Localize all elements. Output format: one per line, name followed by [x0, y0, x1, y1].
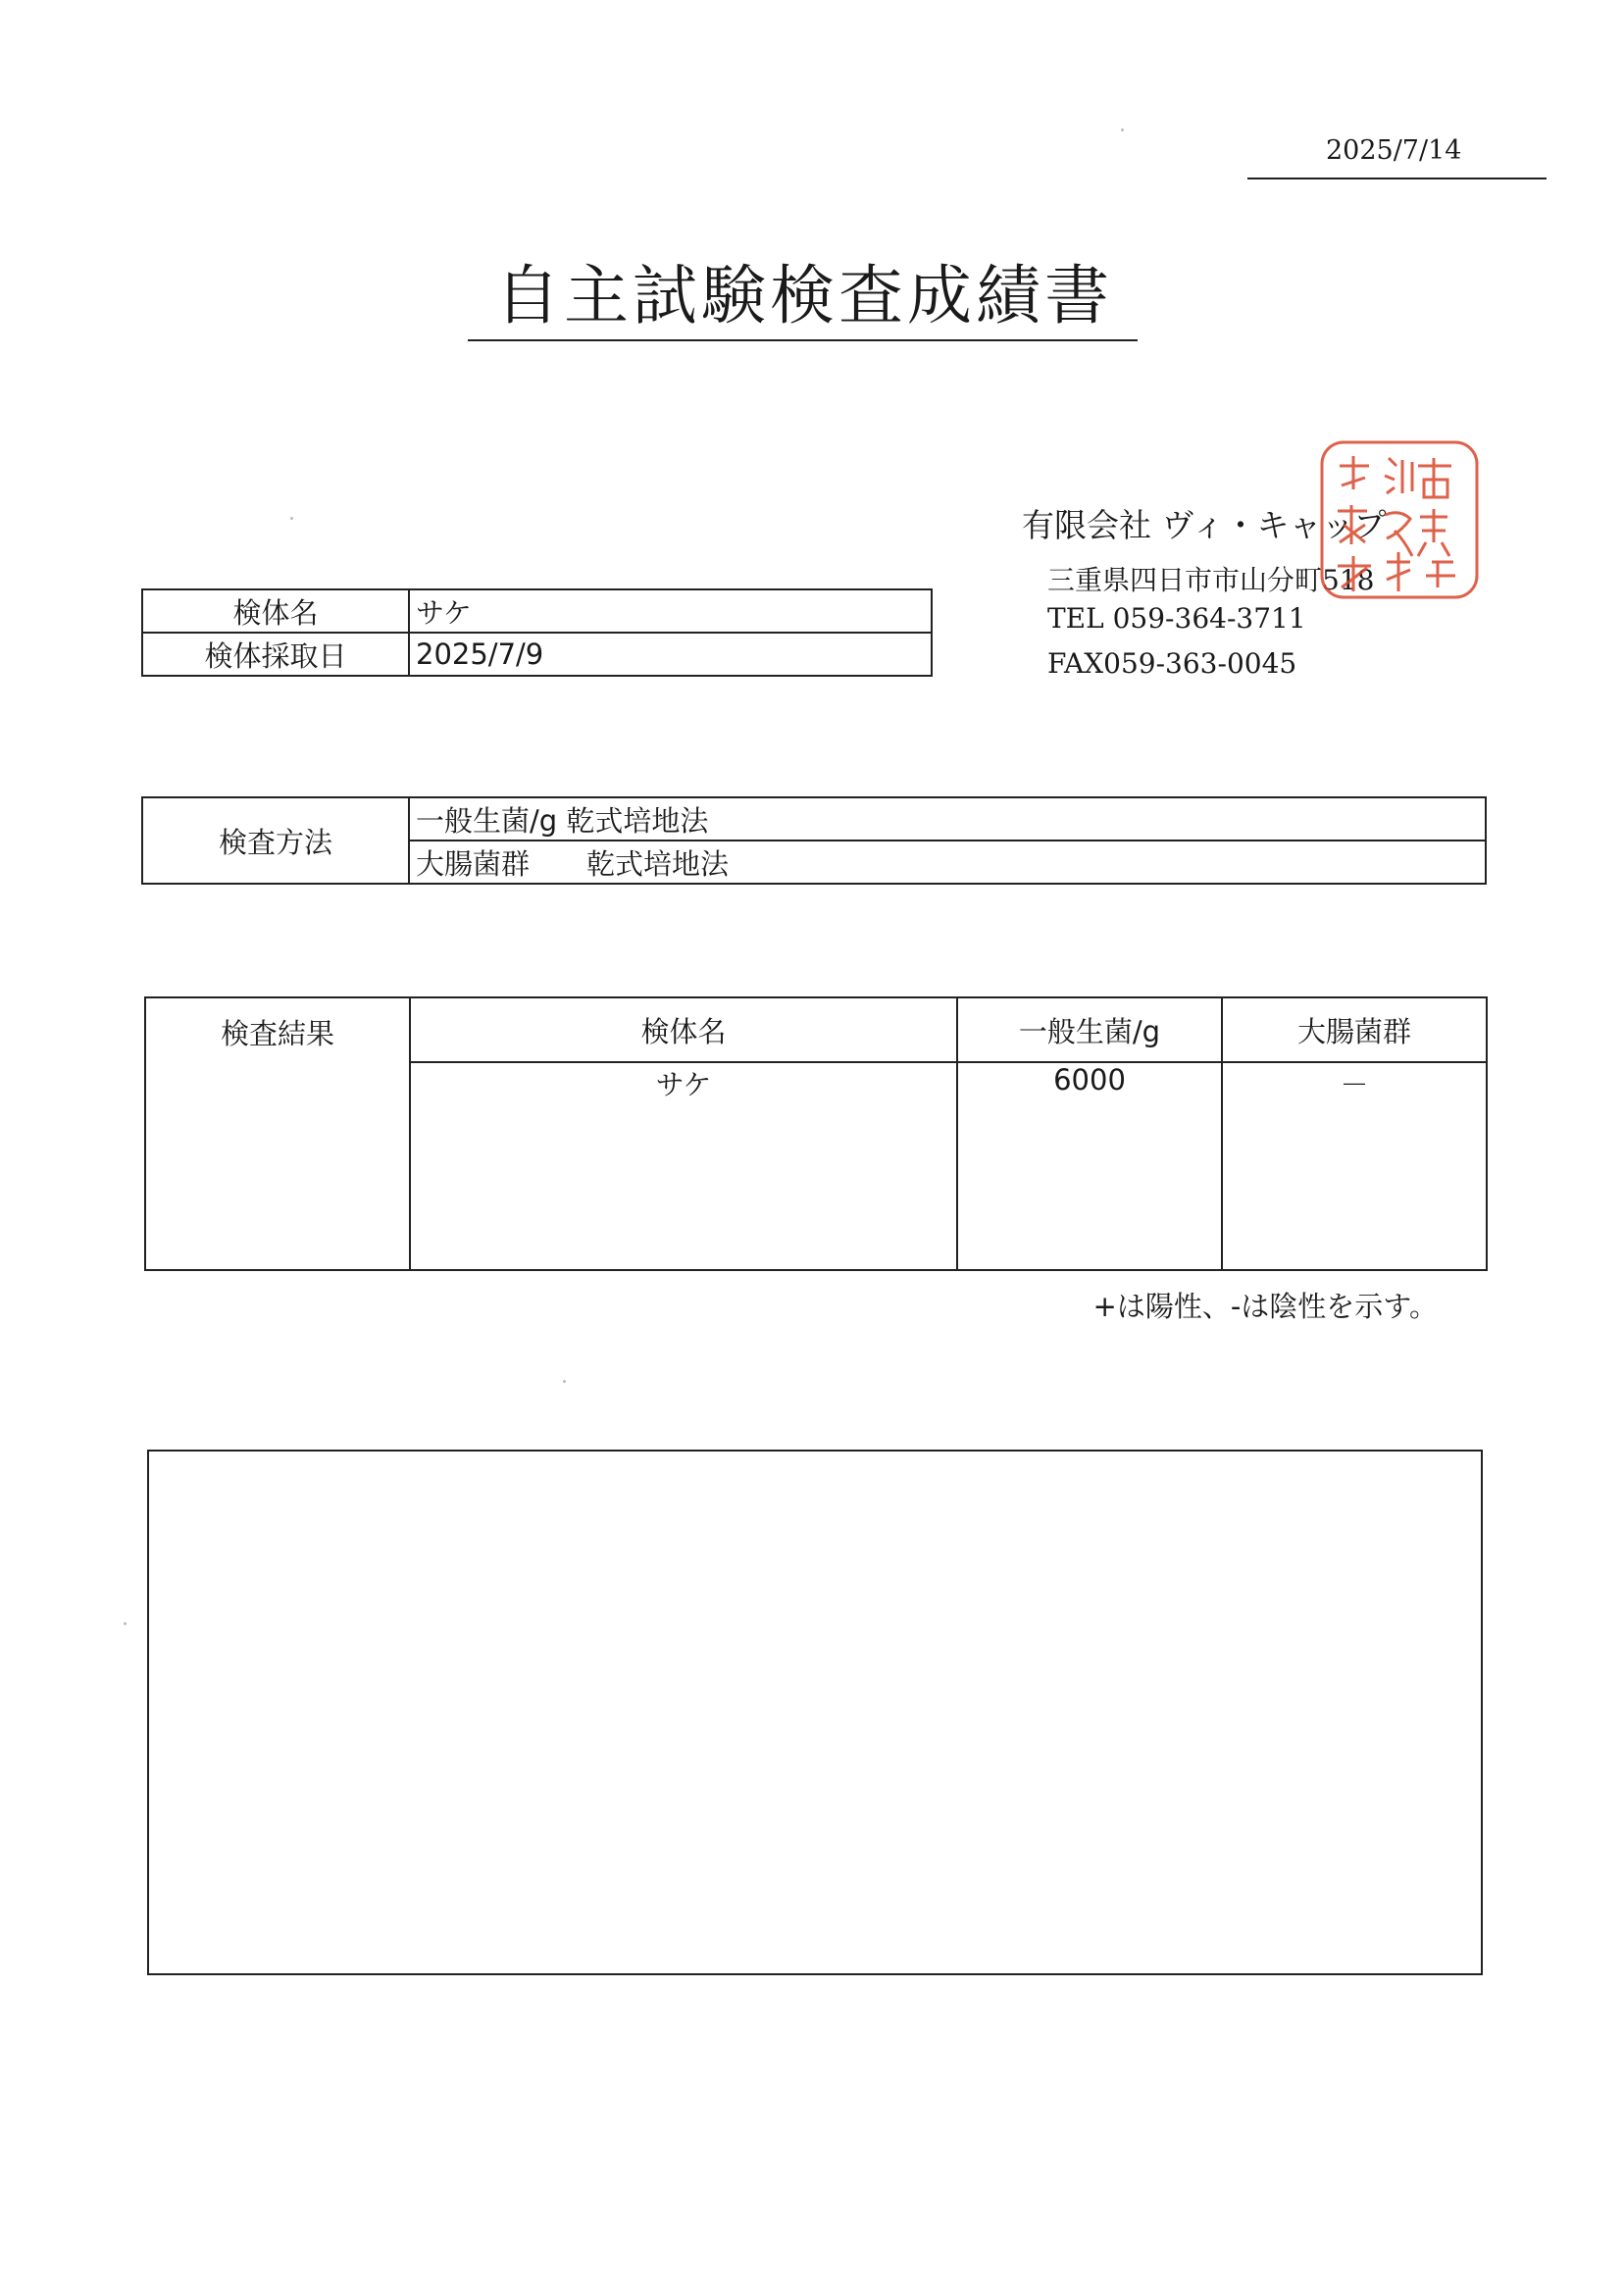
scan-speck	[290, 517, 293, 520]
table-row	[142, 633, 932, 676]
result-legend-note: +は陽性、-は陰性を示す。	[1092, 1290, 1438, 1323]
method-row-0: 一般生菌/g 乾式培地法	[409, 797, 1486, 841]
table-row	[145, 997, 1487, 1062]
table-row	[142, 797, 1486, 841]
company-name: 有限会社 ヴィ・キャップ	[1022, 506, 1387, 544]
sample-name-label: 検体名	[142, 589, 409, 633]
sample-info-table	[141, 588, 933, 677]
results-table	[144, 996, 1488, 1271]
sample-name-value: サケ	[409, 589, 932, 633]
scan-speck	[1121, 128, 1124, 131]
results-header-coliform: 大腸菌群	[1222, 997, 1487, 1062]
scan-speck	[124, 1622, 127, 1625]
remarks-box	[147, 1450, 1483, 1975]
company-tel: TEL 059-364-3711	[1047, 602, 1306, 635]
scan-speck	[563, 1380, 566, 1383]
company-fax: FAX059-363-0045	[1047, 647, 1297, 680]
sample-date-label: 検体採取日	[142, 633, 409, 676]
method-label: 検査方法	[142, 797, 409, 884]
issue-date: 2025/7/14	[1326, 135, 1462, 166]
results-label: 検査結果	[145, 997, 410, 1270]
results-header-sample: 検体名	[410, 997, 957, 1062]
method-row-1: 大腸菌群 乾式培地法	[409, 841, 1486, 884]
result-sample-name: サケ	[410, 1062, 957, 1270]
method-table	[141, 796, 1487, 885]
result-coliform: －	[1222, 1062, 1487, 1270]
date-underline	[1247, 178, 1547, 179]
document-title: 自主試験検査成績書	[495, 258, 1113, 333]
sample-date-value: 2025/7/9	[409, 633, 932, 676]
results-header-general-bacteria: 一般生菌/g	[957, 997, 1222, 1062]
title-underline	[468, 339, 1138, 341]
table-row	[142, 589, 932, 633]
company-address: 三重県四日市市山分町518	[1047, 564, 1375, 596]
company-seal-icon	[1316, 436, 1483, 603]
result-general-bacteria: 6000	[957, 1062, 1222, 1270]
